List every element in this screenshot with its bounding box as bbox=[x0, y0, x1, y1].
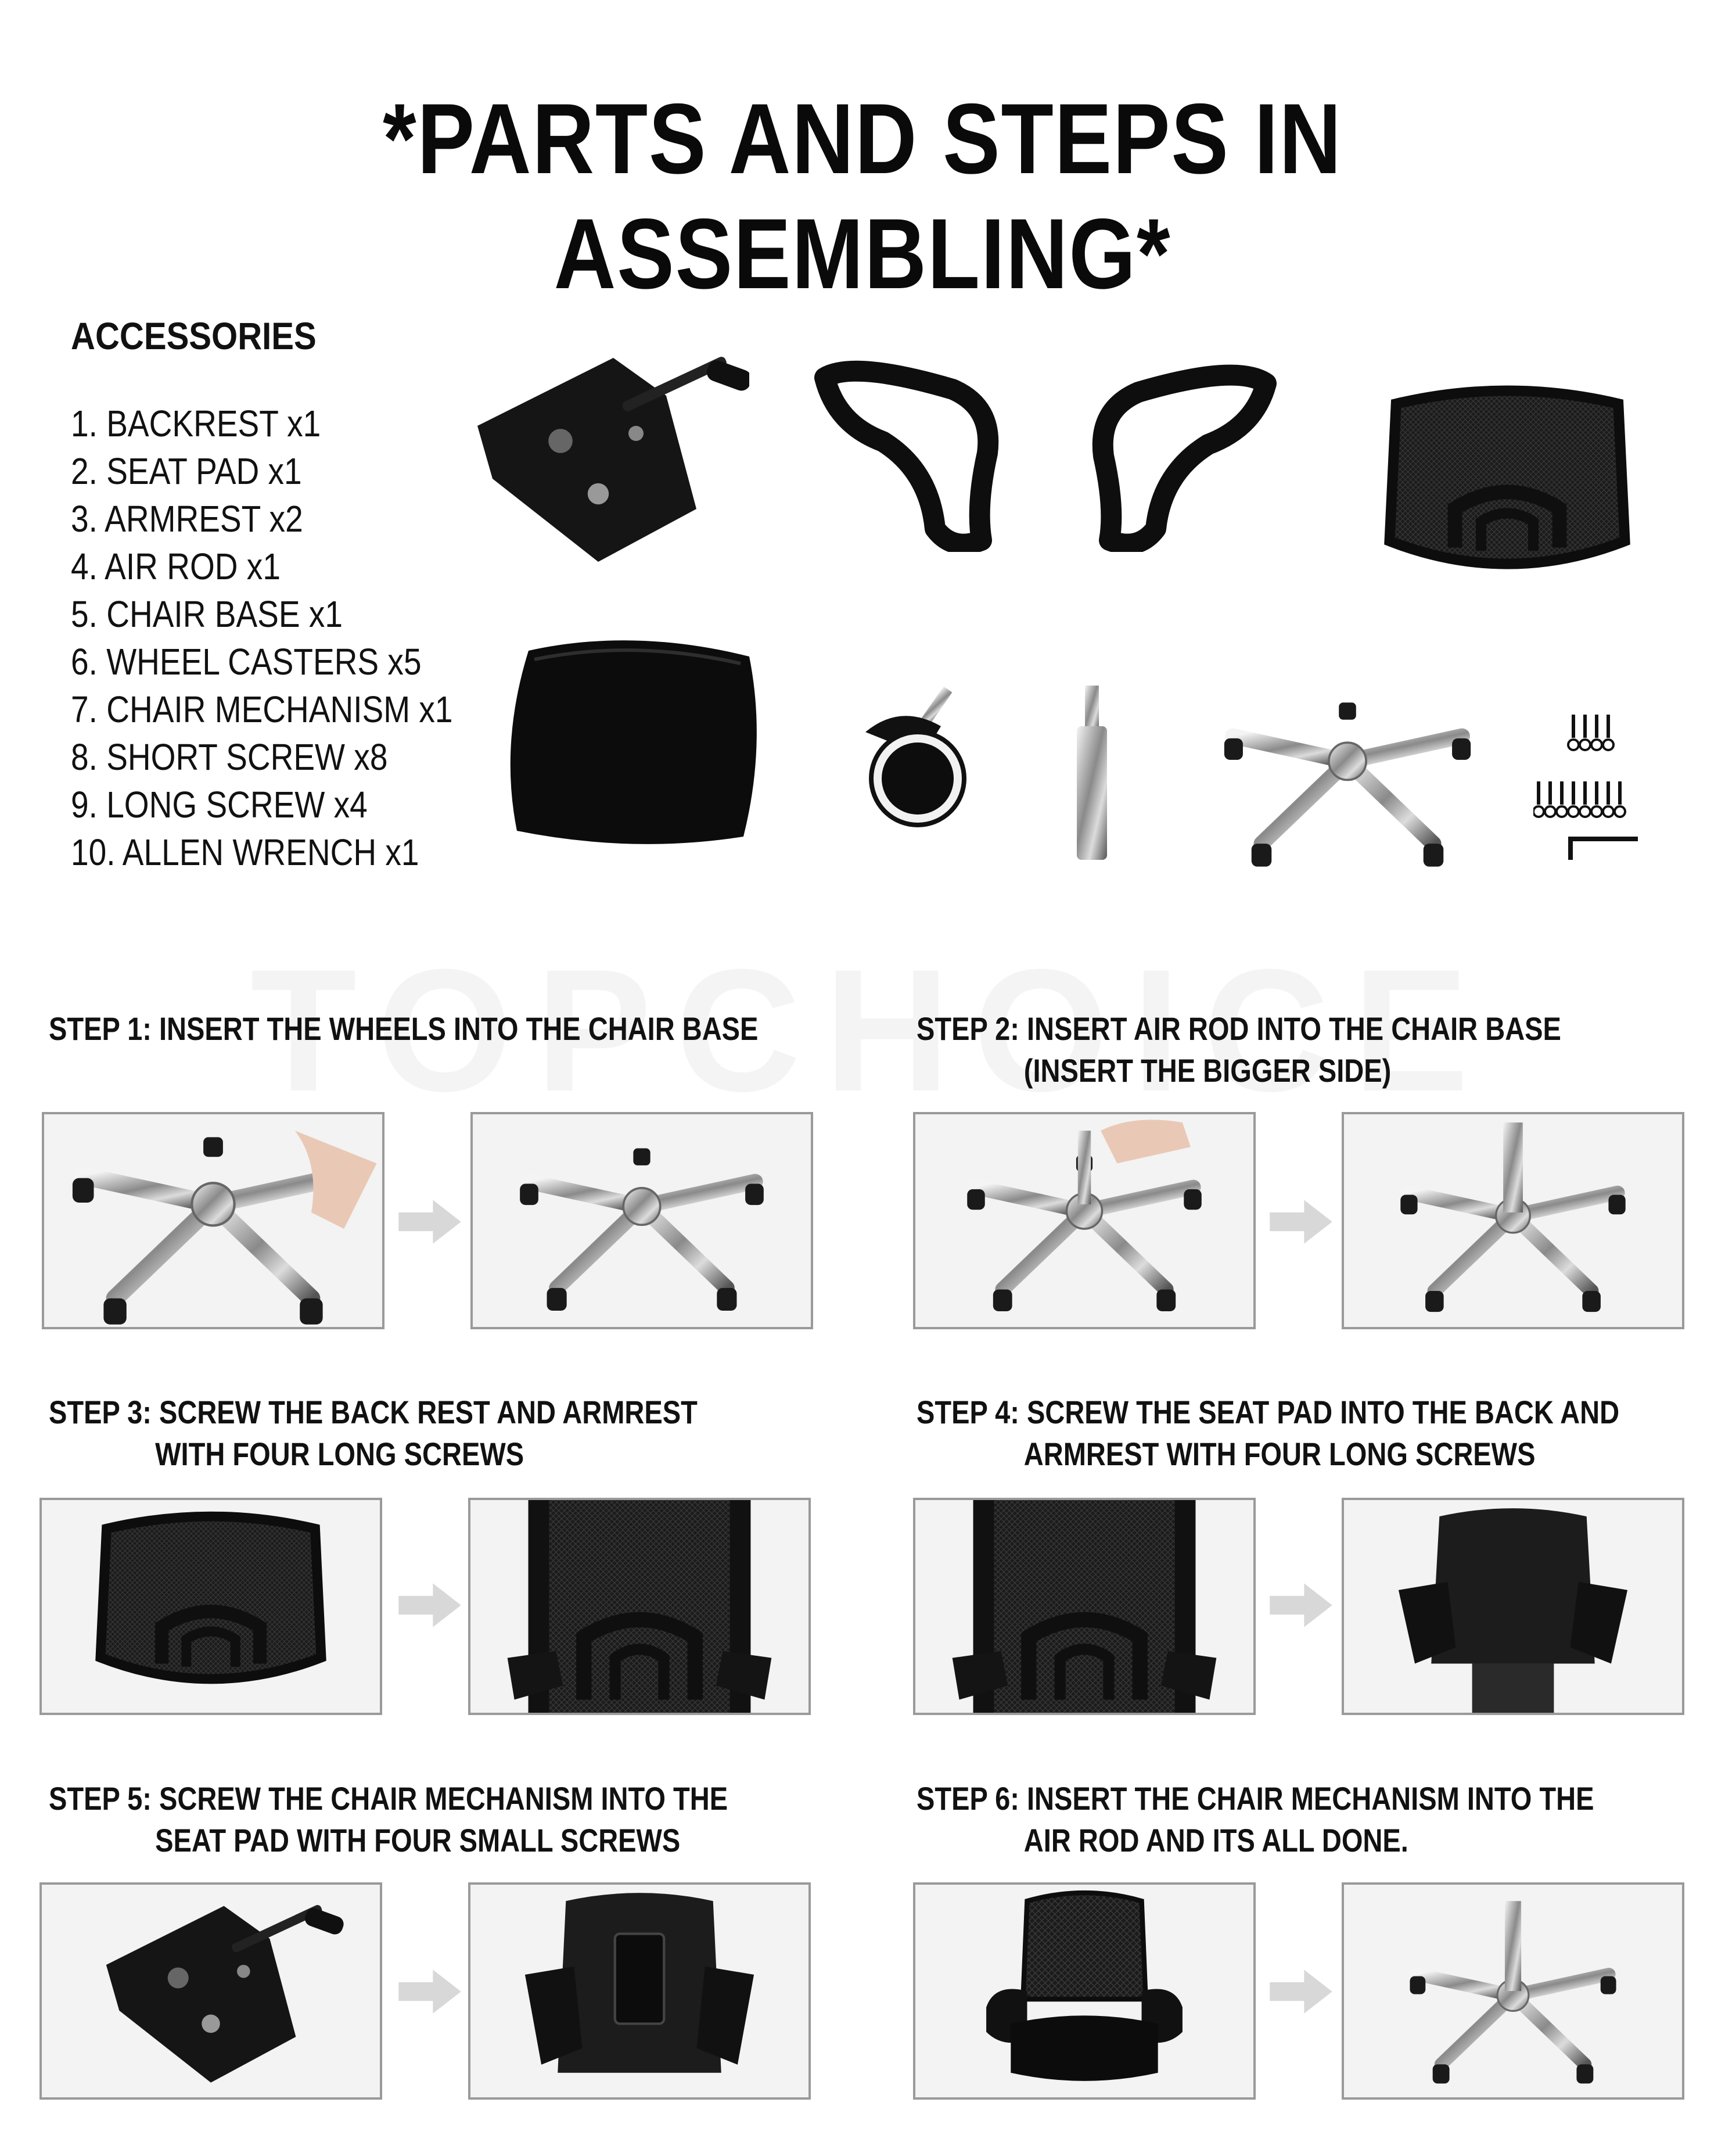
accessory-item: 3. ARMREST x2 bbox=[71, 498, 303, 540]
step-4-line1: STEP 4: SCREW THE SEAT PAD INTO THE BACK AND bbox=[917, 1394, 1620, 1430]
step-6-line1: STEP 6: INSERT THE CHAIR MECHANISM INTO THE bbox=[917, 1780, 1594, 1817]
step-2-image-after bbox=[1342, 1112, 1684, 1329]
step-5-label bbox=[49, 1778, 728, 1861]
wheel-caster-image bbox=[854, 680, 982, 831]
step-6-arrow-icon bbox=[1270, 1967, 1332, 2017]
step-3-image-after bbox=[468, 1498, 811, 1715]
step-1-image-before bbox=[42, 1112, 384, 1329]
backrest-image bbox=[1377, 372, 1638, 593]
step-4-image-after bbox=[1342, 1498, 1684, 1715]
accessory-item: 2. SEAT PAD x1 bbox=[71, 450, 302, 492]
armrests-image bbox=[802, 354, 1289, 552]
step-1-image-after bbox=[470, 1112, 813, 1329]
step-3-line1: STEP 3: SCREW THE BACK REST AND ARMREST bbox=[49, 1394, 698, 1430]
step-5-image-before bbox=[39, 1882, 382, 2100]
accessory-item: 8. SHORT SCREW x8 bbox=[71, 736, 388, 778]
step-6-line2: AIR ROD AND ITS ALL DONE. bbox=[1023, 1822, 1408, 1859]
accessory-item: 10. ALLEN WRENCH x1 bbox=[71, 831, 419, 873]
step-6-image-before bbox=[913, 1882, 1256, 2100]
step-3-image-before bbox=[39, 1498, 382, 1715]
screws-wrench-image bbox=[1533, 715, 1667, 866]
step-1-line1: STEP 1: INSERT THE WHEELS INTO THE CHAIR BASE bbox=[49, 1010, 759, 1047]
step-1-label bbox=[49, 1008, 758, 1050]
step-2-line2: (INSERT THE BIGGER SIDE) bbox=[1023, 1052, 1392, 1089]
step-2-line1: STEP 2: INSERT AIR ROD INTO THE CHAIR BASE bbox=[917, 1010, 1561, 1047]
step-3-arrow-icon bbox=[398, 1580, 461, 1630]
page-title: *PARTS AND STEPS IN ASSEMBLING* bbox=[383, 83, 1342, 310]
accessory-item: 6. WHEEL CASTERS x5 bbox=[71, 641, 422, 683]
step-1-arrow-icon bbox=[398, 1197, 461, 1247]
step-6-image-after bbox=[1342, 1882, 1684, 2100]
accessory-item: 9. LONG SCREW x4 bbox=[71, 784, 368, 826]
step-2-image-before bbox=[913, 1112, 1256, 1329]
chair-base-image bbox=[1179, 668, 1516, 883]
accessory-item: 4. AIR ROD x1 bbox=[71, 546, 281, 587]
step-4-line2: ARMREST WITH FOUR LONG SCREWS bbox=[1023, 1436, 1536, 1472]
step-4-image-before bbox=[913, 1498, 1256, 1715]
step-3-line2: WITH FOUR LONG SCREWS bbox=[155, 1436, 524, 1472]
step-4-arrow-icon bbox=[1270, 1580, 1332, 1630]
step-5-line2: SEAT PAD WITH FOUR SMALL SCREWS bbox=[155, 1822, 681, 1859]
seat-pad-image bbox=[494, 627, 772, 848]
step-5-arrow-icon bbox=[398, 1967, 461, 2017]
step-6-label bbox=[917, 1778, 1594, 1861]
chair-mechanism-image bbox=[447, 337, 749, 575]
step-2-label bbox=[917, 1008, 1561, 1092]
accessories-heading: ACCESSORIES bbox=[71, 314, 317, 357]
step-4-label bbox=[917, 1391, 1619, 1475]
step-5-line1: STEP 5: SCREW THE CHAIR MECHANISM INTO THE bbox=[49, 1780, 728, 1817]
accessory-item: 7. CHAIR MECHANISM x1 bbox=[71, 688, 453, 730]
step-5-image-after bbox=[468, 1882, 811, 2100]
accessory-item: 1. BACKREST x1 bbox=[71, 403, 321, 444]
step-2-arrow-icon bbox=[1270, 1197, 1332, 1247]
accessory-item: 5. CHAIR BASE x1 bbox=[71, 593, 343, 635]
air-rod-image bbox=[1069, 686, 1115, 860]
step-3-label bbox=[49, 1391, 698, 1475]
